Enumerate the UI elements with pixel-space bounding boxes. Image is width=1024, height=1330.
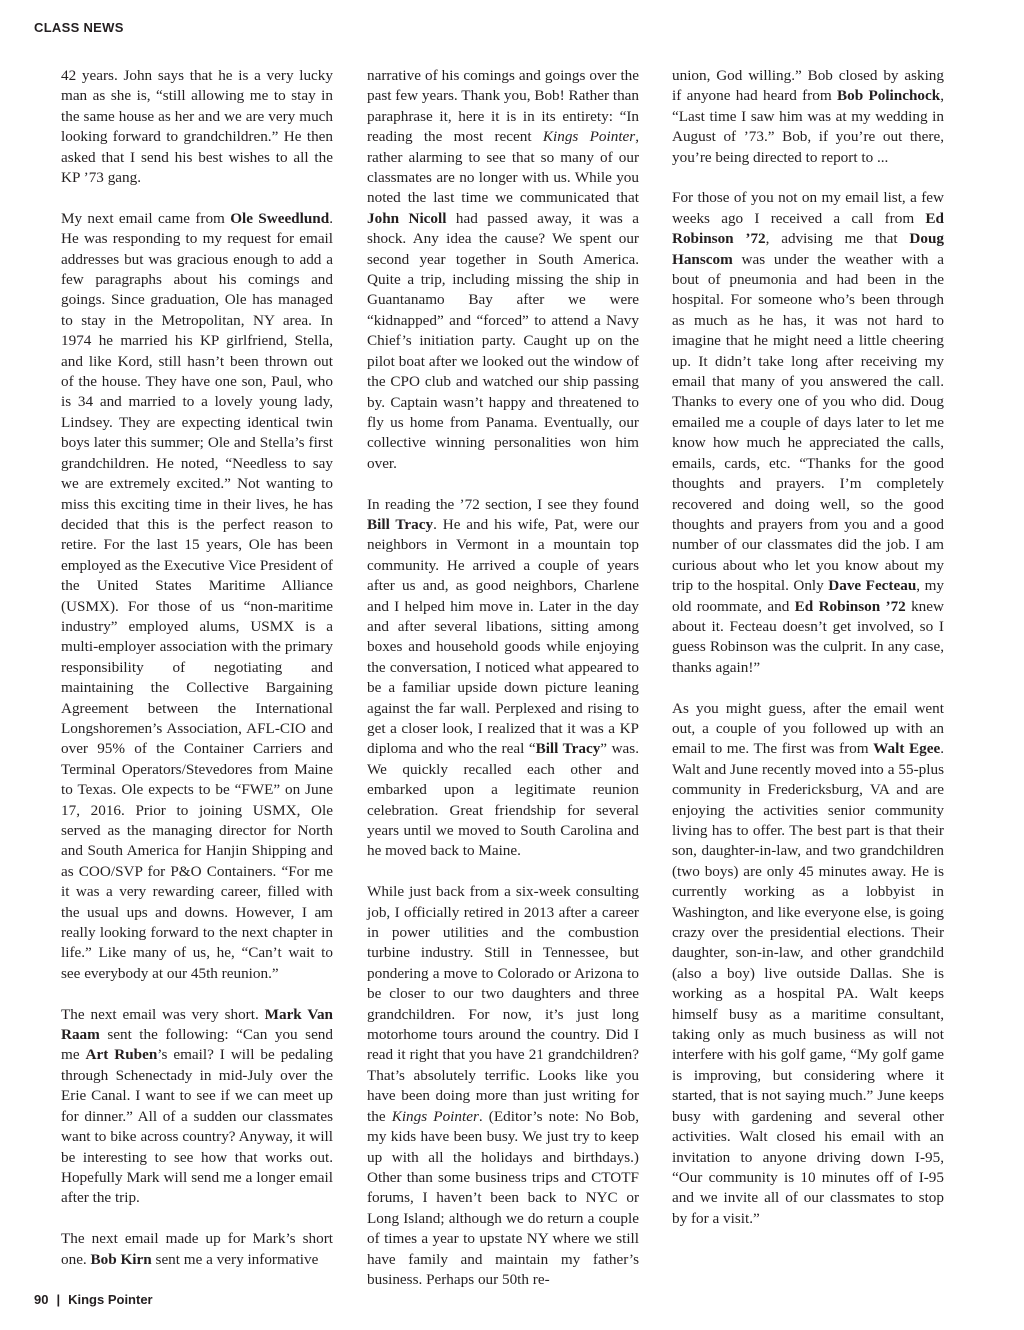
text-run: The next email made up for Mark’s short one. xyxy=(61,1230,333,1268)
section-label: CLASS NEWS xyxy=(34,20,124,35)
text-run: ” was. We quickly recalled each other and embarked upon a legitimate reunion celebration. Great friendship for several years until we moved to South Carolina and he moved back to Maine. xyxy=(367,740,639,860)
text-run: , “Last time I saw him was at my wedding in August of ’73.” Bob, if you’re out there, you’re being directed to report to ... xyxy=(672,87,944,166)
text-run: had passed away, it was a shock. Any idea the cause? We spent our second year together in South America. Quite a trip, including missing the ship in Guantanamo Bay after we were “kidnapped” and “forced” to attend a Navy Chief’s initiation party. Caught up on the pilot boat after we looked out the window of the CPO club and watched our ship passing by. Captain wasn’t happy and threatened to fly us home from Panama. Eventually, our collective winning personalities won him over. xyxy=(367,209,639,472)
text-run: As you might guess, after the email went out, a couple of you followed up with an email to me. The first was from xyxy=(672,699,944,758)
text-run: was under the weather with a bout of pneumonia and had been in the hospital. For someone who’s been through as much as he has, it was not hard to imagine that he might need a little cheering up. It didn’t take long after receiving my email that many of you answered the call. Thanks to every one of you who did. Doug emailed me a couple of days later to let me know how much he appreciated the calls, emails, cards, etc. “Thanks for the good thoughts and prayers. I’m completely recovered and doing well, so the good thoughts and prayers from you and a good number of our classmates did the job. I am curious about who let you know about my trip to the hospital. Only xyxy=(672,250,944,595)
person-name: Bill Tracy xyxy=(367,515,434,533)
person-name: Bob Polinchock xyxy=(836,87,941,105)
text-run: union, God willing.” Bob closed by asking if anyone had heard from xyxy=(672,67,944,105)
article-paragraph xyxy=(367,66,639,474)
person-name: Ole Sweedlund xyxy=(230,209,330,227)
footer-separator: | xyxy=(56,1292,61,1307)
article-column-2 xyxy=(367,66,639,1290)
text-run: sent the following: “Can you send me xyxy=(61,1026,333,1064)
text-run: , advising me that xyxy=(765,230,910,248)
text-run: ’s email? I will be pedaling through Schenectady in mid-July over the Erie Canal. I want to see if we can meet up for dinner.” All of a sudden our classmates want to bike across country? Anyway, it will be interesting to see how that works out. Hopefully Mark will send me a longer email after the trip. xyxy=(61,1046,333,1207)
text-run: . (Editor’s note: No Bob, my kids have been busy. We just try to keep up with all the holidays and birthdays.) Other than some business trips and CTOTF forums, I haven’t been back to NYC or Long Island; although we do return a couple of times a year to upstate NY where we still have family and maintain my father’s business. Perhaps our 50th re- xyxy=(367,1107,639,1288)
article-paragraph xyxy=(61,66,333,188)
article-paragraph xyxy=(61,1005,333,1209)
article-paragraph xyxy=(367,495,639,862)
text-run: knew about it. Fecteau doesn’t get involved, so I guess Robinson was the culprit. In any case, thanks again!” xyxy=(672,597,944,676)
text-run: . He and his wife, Pat, were our neighbors in Vermont in a mountain top community. He arrived a couple of years after us and, as good neighbors, Charlene and I helped him move in. Later in the day and after several libations, sitting among boxes and household goods while enjoying the conversation, I noticed what appeared to be a familiar upside down picture leaning against the far wall. Perplexed and rising to get a closer look, I realized that it was a KP diploma and who the real “ xyxy=(367,515,640,758)
text-run: My next email came from xyxy=(61,209,231,227)
text-run: In reading the ’72 section, I see they found xyxy=(367,495,639,513)
text-run: The next email was very short. xyxy=(61,1005,265,1023)
article-column-1 xyxy=(61,66,333,1270)
person-name: Ed Robinson ’72 xyxy=(794,597,906,615)
text-run: narrative of his comings and goings over the past few years. Thank you, Bob! Rather than paraphrase it, here it is in its entirety: “In reading the most recent xyxy=(367,67,639,146)
publication-title: Kings Pointer xyxy=(542,128,636,146)
publication-title: Kings Pointer xyxy=(391,1107,479,1125)
article-paragraph xyxy=(672,66,944,168)
person-name: Art Ruben xyxy=(85,1046,158,1064)
page-number: 90 xyxy=(34,1292,49,1307)
person-name: Bill Tracy xyxy=(535,740,601,758)
person-name: Mark Van Raam xyxy=(61,1005,333,1044)
person-name: Ed Robinson ’72 xyxy=(672,209,944,248)
article-paragraph xyxy=(672,188,944,678)
person-name: Walt Egee xyxy=(873,740,941,758)
text-run: While just back from a six-week consulting job, I officially retired in 2013 after a career in power utilities and the combustion turbine industry. Still in Tennessee, but pondering a move to Colorado or Arizona to be closer to our two daughters and three grandchildren. For now, it’s just long motorhome tours around the country. Did I read it right that you have 21 grandchildren? That’s absolutely terrific. Looks like you have been doing more than just writing for the xyxy=(367,883,639,1125)
person-name: Bob Kirn xyxy=(90,1250,152,1268)
text-run: , my old roommate, and xyxy=(672,577,944,615)
text-run: . Walt and June recently moved into a 55-plus community in Fredericksburg, VA and are enjoying the activities senior community living has to offer. The best part is that their son, daughter-in-law, and two grandchildren (two boys) are only 45 minutes away. He is currently working as a lobbyist in Washington, and like everyone else, is going crazy over the presidential elections. Their daughter, son-in-law, and other grandchild (also a boy) live outside Dallas. She is working as a hospital PA. Walt keeps himself busy as a maritime consultant, taking only as much business as will not interfere with his golf game, “My golf game is improving, but considering where it started, that is not saying much.” June keeps busy with gardening and several other activities. Walt closed his email with an invitation to anyone driving down I-95, “Our community is 10 minutes off of I-95 and we invite all of our classmates to stop by for a visit.” xyxy=(672,740,944,1227)
page-footer xyxy=(34,1292,153,1307)
text-run: For those of you not on my email list, a few weeks ago I received a call from xyxy=(672,189,944,227)
person-name: Doug Hanscom xyxy=(672,230,944,268)
publication-name: Kings Pointer xyxy=(68,1292,153,1307)
text-run: . He was responding to my request for email addresses but was gracious enough to add a few paragraphs about his comings and goings. Since graduation, Ole has managed to stay in the Metropolitan, NY area. In 1974 he married his KP girlfriend, Stella, and like Kord, still hasn’t been thrown out of the house. They have one son, Paul, who is 34 and married to a lovely young lady, Lindsey. They are expecting identical twin boys later this summer; Ole and Stella’s first grandchildren. He noted, “Needless to say we are extremely excited.” Not wanting to miss this exciting time in their lives, he has decided that this is the perfect reason to retire. For the last 15 years, Ole has been employed as the Executive Vice President of the United States Maritime Alliance (USMX). For those of us “non-maritime industry” employed alums, USMX is a multi-employer association with the primary responsibility of negotiating and maintaining the Collective Bargaining Agreement between the International Longshoremen’s Association, AFL-CIO and over 95% of the Container Carriers and Terminal Operators/Stevedores from Maine to Texas. Ole expects to be “FWE” on June 17, 2016. Prior to joining USMX, Ole served as the managing director for North and South America for Hanjin Shipping and as COO/SVP for P&O Containers. “For me it was a very rewarding career, filled with the usual ups and downs. However, I am really looking forward to the next chapter in life.” Like many of us, he, “Can’t wait to see everybody at our 45th reunion.” xyxy=(61,209,333,982)
text-run: sent me a very informative xyxy=(151,1250,319,1268)
person-name: John Nicoll xyxy=(367,209,447,227)
article-paragraph xyxy=(61,209,333,984)
article-paragraph xyxy=(61,1229,333,1270)
article-paragraph xyxy=(672,699,944,1230)
text-run: 42 years. John says that he is a very lucky man as she is, “still allowing me to stay in the same house as her and we are very much looking forward to grandchildren.” He then asked that I send his best wishes to all the KP ’73 gang. xyxy=(61,67,333,187)
article-paragraph xyxy=(367,882,639,1290)
article-column-3 xyxy=(672,66,944,1229)
text-run: , rather alarming to see that so many of our classmates are no longer with us. While you noted the last time we communicated that xyxy=(367,128,639,207)
person-name: Dave Fecteau xyxy=(828,577,917,595)
